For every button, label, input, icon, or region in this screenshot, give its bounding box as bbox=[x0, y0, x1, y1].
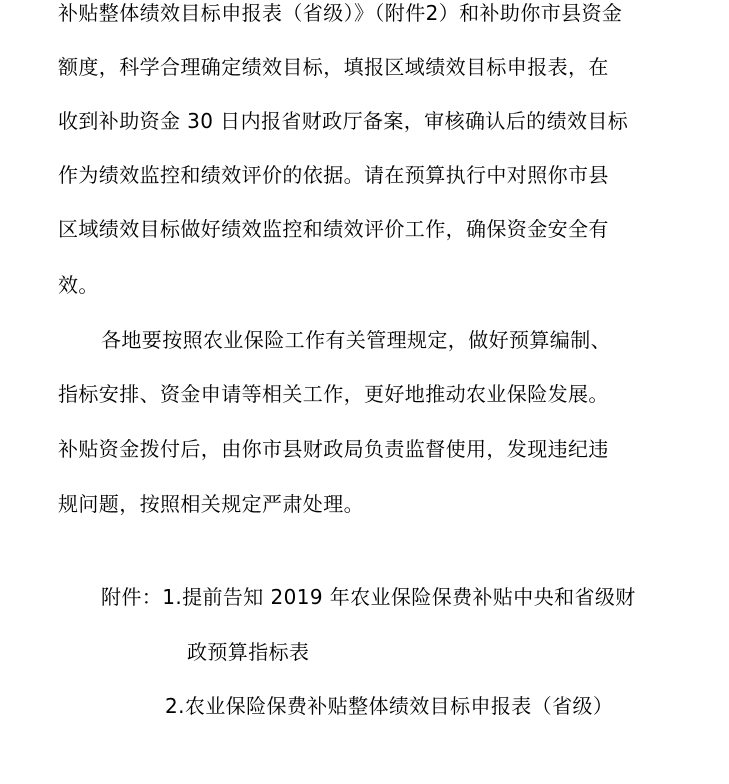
attachment-item-1-text: 1.提前告知 2019 年农业保险保费补贴中央和省级财 bbox=[162, 585, 636, 609]
paragraph-1-line-6: 效。 bbox=[58, 273, 99, 297]
paragraph-2-line-4: 规问题，按照相关规定严肃处理。 bbox=[58, 492, 364, 516]
paragraph-1-line-1: 补贴整体绩效目标申报表（省级）》（附件2）和补助你市县资金 bbox=[58, 1, 623, 25]
attachment-item-2: 2.农业保险保费补贴整体绩效目标申报表（省级） bbox=[165, 694, 614, 718]
paragraph-1-line-3: 收到补助资金 30 日内报省财政厅备案，审核确认后的绩效目标 bbox=[58, 109, 629, 133]
paragraph-2-line-1: 各地要按照农业保险工作有关管理规定，做好预算编制、 bbox=[101, 328, 611, 352]
attachment-item-1-continuation: 政预算指标表 bbox=[187, 640, 310, 664]
attachment-list-item-1 bbox=[101, 584, 636, 610]
paragraph-1-line-4: 作为绩效监控和绩效评价的依据。请在预算执行中对照你市县 bbox=[58, 163, 609, 187]
paragraph-2-line-2: 指标安排、资金申请等相关工作，更好地推动农业保险发展。 bbox=[58, 382, 609, 406]
paragraph-2-line-3: 补贴资金拨付后，由你市县财政局负责监督使用，发现违纪违 bbox=[58, 437, 609, 461]
attachment-label: 附件： bbox=[101, 585, 163, 609]
paragraph-1-line-5: 区域绩效目标做好绩效监控和绩效评价工作，确保资金安全有 bbox=[58, 217, 609, 241]
paragraph-1-line-2: 额度，科学合理确定绩效目标，填报区域绩效目标申报表，在 bbox=[58, 55, 609, 79]
